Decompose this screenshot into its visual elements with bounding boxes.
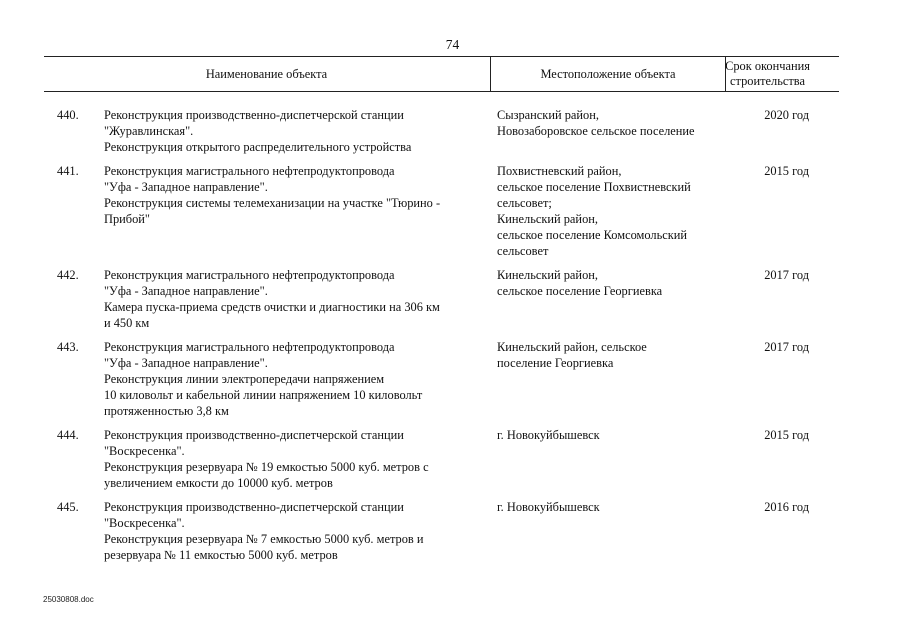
- table-row: [44, 163, 839, 259]
- object-location: [497, 107, 737, 155]
- object-name-line: протяженностью 3,8 км: [104, 404, 229, 418]
- object-name-line: Реконструкция открытого распределительного устройства: [104, 140, 412, 154]
- row-number: 443.: [57, 340, 79, 354]
- object-name: [104, 107, 497, 155]
- row-number: 440.: [57, 108, 79, 122]
- object-location-line: сельское поселение Комсомольский: [497, 228, 688, 242]
- row-number: 442.: [57, 268, 79, 282]
- object-name-line: Реконструкция линии электропередачи напряжением: [104, 372, 385, 386]
- object-location-line: поселение Георгиевка: [497, 356, 614, 370]
- object-name-line: Реконструкция производственно-диспетчерской станции: [104, 108, 404, 122]
- object-location-line: Кинельский район,: [497, 212, 598, 226]
- object-location-line: сельсовет: [497, 244, 549, 258]
- table-body: [44, 107, 839, 571]
- object-location: [497, 267, 737, 331]
- object-name: [104, 163, 497, 259]
- object-name: [104, 499, 497, 563]
- row-number: 445.: [57, 500, 79, 514]
- header-term-line2: строительства: [730, 74, 805, 88]
- row-number: 441.: [57, 164, 79, 178]
- object-name: [104, 339, 497, 419]
- page-number: 74: [445, 37, 460, 52]
- table-row: [44, 267, 839, 331]
- object-name-line: Камера пуска-приема средств очистки и диагностики на 306 км: [104, 300, 440, 314]
- object-location: [497, 427, 737, 491]
- object-location-line: Кинельский район,: [497, 268, 598, 282]
- construction-term: 2017 год: [764, 268, 809, 282]
- construction-term: 2016 год: [764, 500, 809, 514]
- object-location-line: г. Новокуйбышевск: [497, 500, 600, 514]
- table-header: [44, 56, 839, 92]
- object-location-line: сельское поселение Похвистневский: [497, 180, 691, 194]
- object-name-line: Реконструкция магистрального нефтепродуктопровода: [104, 340, 395, 354]
- object-name-line: "Воскресенка".: [104, 444, 185, 458]
- table-row: [44, 427, 839, 491]
- object-location-line: Кинельский район, сельское: [497, 340, 647, 354]
- row-number: 444.: [57, 428, 79, 442]
- construction-term: 2015 год: [764, 428, 809, 442]
- object-name-line: Реконструкция производственно-диспетчерской станции: [104, 428, 404, 442]
- object-name: [104, 427, 497, 491]
- construction-term: 2020 год: [764, 108, 809, 122]
- object-name-line: Прибой": [104, 212, 150, 226]
- object-name-line: резервуара № 11 емкостью 5000 куб. метров: [104, 548, 338, 562]
- document-filename: 25030808.doc: [43, 595, 94, 604]
- object-name-line: "Уфа - Западное направление".: [104, 356, 268, 370]
- header-name-column: Наименование объекта: [205, 66, 328, 81]
- object-location-line: сельсовет;: [497, 196, 552, 210]
- object-name: [104, 267, 497, 331]
- object-name-line: Реконструкция резервуара № 19 емкостью 5000 куб. метров с: [104, 460, 429, 474]
- object-location-line: г. Новокуйбышевск: [497, 428, 600, 442]
- object-name-line: Реконструкция резервуара № 7 емкостью 5000 куб. метров и: [104, 532, 424, 546]
- object-name-line: Реконструкция системы телемеханизации на участке "Тюрино -: [104, 196, 441, 210]
- object-location: [497, 163, 737, 259]
- header-location-column: Местоположение объекта: [490, 57, 725, 91]
- object-name-line: "Журавлинская".: [104, 124, 194, 138]
- object-name-line: увеличением емкости до 10000 куб. метров: [104, 476, 333, 490]
- object-name-line: Реконструкция производственно-диспетчерской станции: [104, 500, 404, 514]
- object-name-line: Реконструкция магистрального нефтепродуктопровода: [104, 268, 395, 282]
- object-location-line: Сызранский район,: [497, 108, 599, 122]
- object-location-line: Новозаборовское сельское поселение: [497, 124, 695, 138]
- object-name-line: "Воскресенка".: [104, 516, 185, 530]
- object-name-line: 10 киловольт и кабельной линии напряжением 10 киловольт: [104, 388, 423, 402]
- object-location-line: Похвистневский район,: [497, 164, 622, 178]
- object-location: [497, 339, 737, 419]
- construction-term: 2017 год: [764, 340, 809, 354]
- construction-term: 2015 год: [764, 164, 809, 178]
- object-location-line: сельское поселение Георгиевка: [497, 284, 663, 298]
- header-term-line1: Срок окончания: [725, 59, 810, 73]
- object-name-line: "Уфа - Западное направление".: [104, 180, 268, 194]
- header-term-column: [725, 57, 839, 91]
- object-name-line: и 450 км: [104, 316, 150, 330]
- table-row: [44, 339, 839, 419]
- table-row: [44, 107, 839, 155]
- object-name-line: "Уфа - Западное направление".: [104, 284, 268, 298]
- object-name-line: Реконструкция магистрального нефтепродуктопровода: [104, 164, 395, 178]
- table-row: [44, 499, 839, 563]
- object-location: [497, 499, 737, 563]
